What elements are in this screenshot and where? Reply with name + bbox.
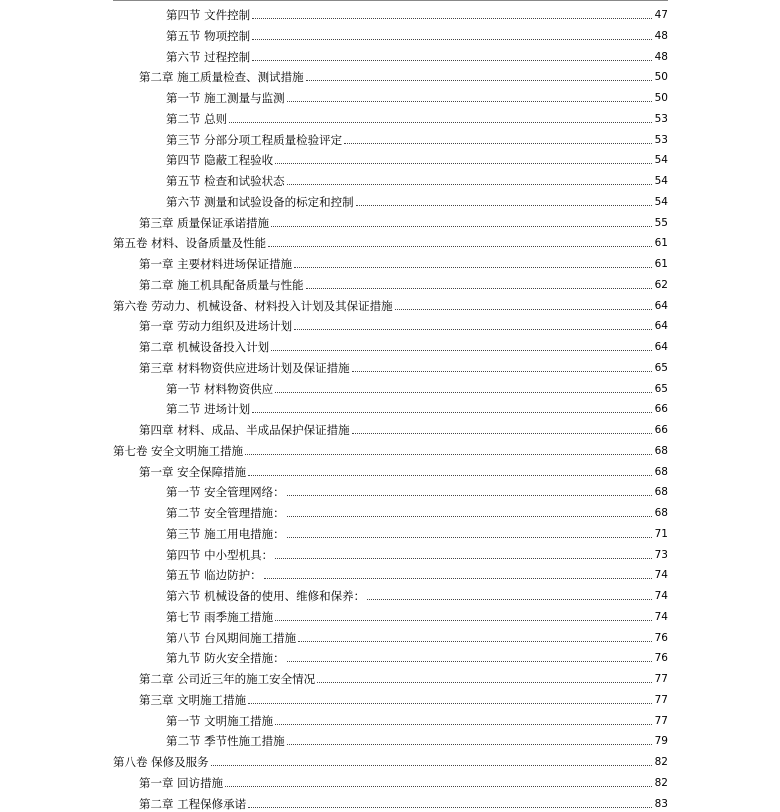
toc-dot-leader xyxy=(268,246,652,247)
toc-entry[interactable] xyxy=(166,23,668,43)
toc-dot-leader xyxy=(245,454,652,455)
toc-entry[interactable] xyxy=(139,666,668,686)
toc-entry-page-number: 54 xyxy=(654,154,668,167)
toc-entry[interactable] xyxy=(139,459,668,479)
toc-entry-page-number: 62 xyxy=(654,278,668,291)
toc-entry-page-number: 66 xyxy=(654,403,668,416)
toc-entry[interactable] xyxy=(166,147,668,167)
toc-entry[interactable] xyxy=(139,210,668,230)
toc-entry-label: 第一章 主要材料进场保证措施 xyxy=(139,257,293,271)
toc-dot-leader xyxy=(275,620,652,621)
toc-entry-label: 第二节 季节性施工措施 xyxy=(166,734,285,749)
toc-entry-label: 第八节 台风期间施工措施 xyxy=(166,630,297,645)
toc-dot-leader xyxy=(275,724,652,725)
toc-dot-leader xyxy=(287,516,652,517)
toc-entry-label: 第一章 劳动力组织及进场计划 xyxy=(139,319,293,334)
toc-entry[interactable] xyxy=(166,728,668,748)
toc-dot-leader xyxy=(395,309,652,310)
toc-entry-label: 第六节 机械设备的使用、维修和保养： xyxy=(166,589,366,603)
toc-entry-label: 第三节 分部分项工程质量检验评定 xyxy=(166,132,343,147)
toc-entry-label: 第五节 物项控制 xyxy=(166,28,251,43)
toc-entry[interactable] xyxy=(113,749,668,769)
toc-entry[interactable] xyxy=(166,521,668,541)
toc-entry[interactable] xyxy=(166,500,668,520)
toc-entry[interactable] xyxy=(166,2,668,22)
toc-entry[interactable] xyxy=(166,44,668,64)
toc-dot-leader xyxy=(271,226,652,227)
toc-entry[interactable] xyxy=(166,396,668,416)
toc-entry-label: 第七节 雨季施工措施 xyxy=(166,609,274,624)
toc-entry-label: 第四节 隐蔽工程验收 xyxy=(166,153,274,168)
toc-dot-leader xyxy=(275,558,652,559)
toc-entry-page-number: 68 xyxy=(654,465,668,478)
toc-entry-label: 第一节 施工测量与监测 xyxy=(166,91,285,105)
toc-entry-label: 第三节 施工用电措施： xyxy=(166,526,285,541)
toc-entry-page-number: 55 xyxy=(654,216,668,229)
toc-entry[interactable] xyxy=(139,313,668,333)
toc-dot-leader xyxy=(287,495,652,496)
toc-entry-label: 第四节 中小型机具： xyxy=(166,547,274,562)
toc-entry[interactable] xyxy=(166,583,668,603)
toc-dot-leader xyxy=(287,744,652,745)
toc-dot-leader xyxy=(344,143,652,144)
toc-entry-page-number: 54 xyxy=(654,195,668,208)
toc-entry[interactable] xyxy=(113,293,668,313)
toc-entry[interactable] xyxy=(166,85,668,105)
toc-entry[interactable] xyxy=(139,417,668,437)
toc-dot-leader xyxy=(252,18,652,19)
toc-entry[interactable] xyxy=(139,791,668,811)
toc-entry[interactable] xyxy=(139,251,668,271)
toc-entry-page-number: 53 xyxy=(654,112,668,125)
toc-entry-page-number: 82 xyxy=(654,776,668,789)
toc-entry[interactable] xyxy=(166,625,668,645)
toc-entry-page-number: 64 xyxy=(654,320,668,333)
toc-entry[interactable] xyxy=(113,438,668,458)
toc-entry-label: 第九节 防火安全措施： xyxy=(166,651,285,666)
toc-entry-label: 第六节 测量和试验设备的标定和控制 xyxy=(166,194,354,209)
toc-entry[interactable] xyxy=(166,542,668,562)
toc-entry-label: 第二节 总则 xyxy=(166,111,228,126)
toc-entry-page-number: 74 xyxy=(654,569,668,582)
toc-dot-leader xyxy=(317,682,652,683)
toc-entry-label: 第二章 施工机具配备质量与性能 xyxy=(139,277,304,292)
toc-entry-page-number: 74 xyxy=(654,590,668,602)
toc-entry-page-number: 76 xyxy=(654,631,668,644)
toc-entry-page-number: 53 xyxy=(654,133,668,146)
toc-entry-page-number: 77 xyxy=(654,714,668,727)
toc-entry[interactable] xyxy=(166,127,668,147)
toc-entry-label: 第五节 临边防护： xyxy=(166,568,262,583)
toc-dot-leader xyxy=(248,703,652,704)
toc-entry-page-number: 68 xyxy=(654,507,668,519)
toc-entry-page-number: 64 xyxy=(654,299,668,312)
toc-entry-label: 第二节 进场计划 xyxy=(166,402,251,417)
toc-entry-label: 第七卷 安全文明施工措施 xyxy=(113,443,244,458)
toc-entry-label: 第四节 文件控制 xyxy=(166,8,251,22)
toc-entry-label: 第六节 过程控制 xyxy=(166,49,251,64)
toc-entry-label: 第一节 文明施工措施 xyxy=(166,713,274,728)
toc-dot-leader xyxy=(306,288,652,289)
toc-dot-leader xyxy=(352,433,652,434)
toc-dot-leader xyxy=(287,184,652,185)
toc-dot-leader xyxy=(229,122,652,123)
toc-entry-label: 第二章 公司近三年的施工安全情况 xyxy=(139,672,316,686)
toc-entry[interactable] xyxy=(166,479,668,499)
toc-entry[interactable] xyxy=(139,64,668,84)
top-rule xyxy=(113,0,668,1)
toc-entry-page-number: 77 xyxy=(654,673,668,685)
toc-entry-page-number: 76 xyxy=(654,652,668,665)
toc-entry-page-number: 54 xyxy=(654,175,668,187)
toc-entry[interactable] xyxy=(139,770,668,790)
toc-entry-label: 第六卷 劳动力、机械设备、材料投入计划及其保证措施 xyxy=(113,298,393,313)
toc-entry-label: 第五卷 材料、设备质量及性能 xyxy=(113,236,267,251)
toc-entry-page-number: 64 xyxy=(654,341,668,353)
toc-entry-page-number: 50 xyxy=(654,71,668,84)
toc-entry[interactable] xyxy=(166,562,668,582)
toc-entry-label: 第一节 安全管理网络： xyxy=(166,485,285,500)
toc-dot-leader xyxy=(264,578,652,579)
toc-dot-leader xyxy=(367,599,652,600)
toc-entry-label: 第八卷 保修及服务 xyxy=(113,755,209,769)
toc-entry-label: 第三章 材料物资供应进场计划及保证措施 xyxy=(139,360,350,375)
toc-entry-page-number: 82 xyxy=(654,756,668,768)
toc-entry-label: 第二章 工程保修承诺 xyxy=(139,796,247,811)
toc-entry-page-number: 73 xyxy=(654,548,668,561)
toc-entry-page-number: 83 xyxy=(654,797,668,810)
toc-dot-leader xyxy=(294,329,652,330)
toc-entry[interactable] xyxy=(139,334,668,354)
toc-entry-label: 第一节 材料物资供应 xyxy=(166,381,274,396)
toc-entry-label: 第五节 检查和试验状态 xyxy=(166,174,285,188)
toc-entry-page-number: 65 xyxy=(654,382,668,395)
toc-entry-page-number: 50 xyxy=(654,92,668,104)
toc-dot-leader xyxy=(287,101,652,102)
toc-entry[interactable] xyxy=(113,230,668,250)
toc-entry[interactable] xyxy=(166,376,668,396)
toc-dot-leader xyxy=(248,807,652,808)
toc-entry[interactable] xyxy=(166,708,668,728)
toc-entry-label: 第二章 机械设备投入计划 xyxy=(139,340,270,354)
toc-dot-leader xyxy=(225,786,652,787)
toc-entry-page-number: 79 xyxy=(654,735,668,748)
toc-entry-page-number: 65 xyxy=(654,361,668,374)
toc-dot-leader xyxy=(287,661,652,662)
toc-entry-label: 第四章 材料、成品、半成品保护保证措施 xyxy=(139,423,350,437)
toc-dot-leader xyxy=(271,350,652,351)
toc-dot-leader xyxy=(352,371,652,372)
toc-entry[interactable] xyxy=(166,189,668,209)
toc-dot-leader xyxy=(298,641,652,642)
toc-dot-leader xyxy=(287,537,652,538)
toc-entry-label: 第一章 回访措施 xyxy=(139,775,224,790)
toc-dot-leader xyxy=(275,163,652,164)
toc-dot-leader xyxy=(294,267,652,268)
toc-entry[interactable] xyxy=(139,355,668,375)
toc-entry[interactable] xyxy=(166,604,668,624)
toc-entry[interactable] xyxy=(139,272,668,292)
toc-entry-page-number: 68 xyxy=(654,444,668,457)
toc-entry[interactable] xyxy=(166,168,668,188)
toc-dot-leader xyxy=(252,39,652,40)
toc-dot-leader xyxy=(306,80,652,81)
toc-entry-label: 第二章 施工质量检查、测试措施 xyxy=(139,70,304,85)
toc-dot-leader xyxy=(275,392,652,393)
toc-entry-page-number: 48 xyxy=(654,50,668,63)
toc-entry-label: 第二节 安全管理措施： xyxy=(166,506,285,520)
toc-dot-leader xyxy=(211,765,652,766)
toc-entry[interactable] xyxy=(166,645,668,665)
toc-entry-page-number: 68 xyxy=(654,486,668,499)
toc-entry-label: 第三章 质量保证承诺措施 xyxy=(139,215,270,230)
toc-dot-leader xyxy=(356,205,652,206)
toc-entry-page-number: 77 xyxy=(654,693,668,706)
toc-entry-page-number: 61 xyxy=(654,237,668,250)
toc-entry-page-number: 74 xyxy=(654,610,668,623)
toc-entry-page-number: 47 xyxy=(654,9,668,21)
toc-entry[interactable] xyxy=(139,687,668,707)
toc-dot-leader xyxy=(248,475,652,476)
toc-entry-page-number: 66 xyxy=(654,424,668,436)
toc-entry-label: 第一章 安全保障措施 xyxy=(139,464,247,479)
toc-entry-page-number: 71 xyxy=(654,527,668,540)
toc-entry-page-number: 61 xyxy=(654,258,668,270)
toc-entry[interactable] xyxy=(166,106,668,126)
toc-dot-leader xyxy=(252,412,652,413)
toc-entry-label: 第三章 文明施工措施 xyxy=(139,692,247,707)
toc-dot-leader xyxy=(252,60,652,61)
toc-entry-page-number: 48 xyxy=(654,29,668,42)
